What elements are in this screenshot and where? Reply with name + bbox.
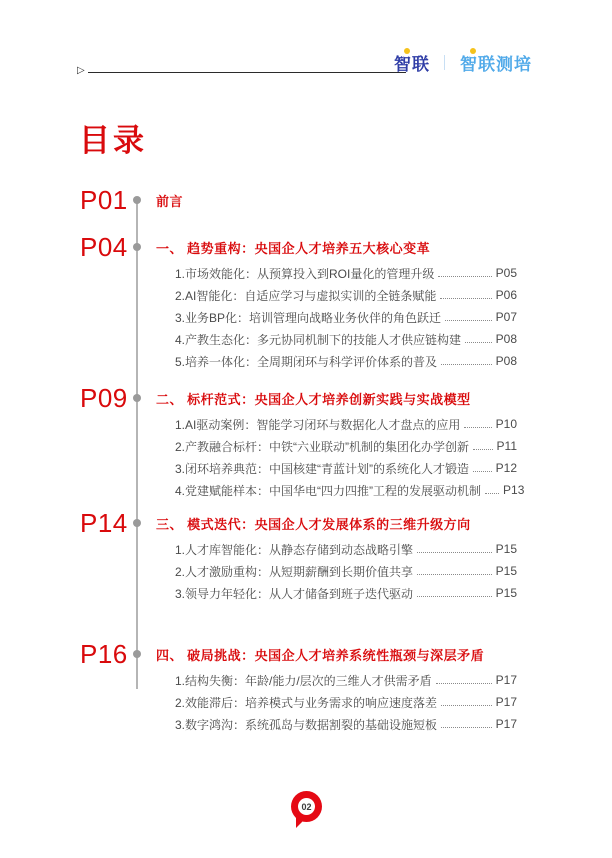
- section-items: [175, 413, 525, 501]
- dotted-leader: [445, 320, 492, 321]
- dotted-leader: [417, 574, 492, 575]
- toc-item-label: 1.结构失衡：年龄/能力/层次的三维人才供需矛盾: [175, 673, 432, 688]
- toc-section: [80, 508, 517, 604]
- toc-section: [80, 185, 517, 215]
- timeline-dot-icon: [133, 650, 141, 658]
- toc-item-page: P05: [495, 266, 517, 280]
- toc-sections: [80, 185, 525, 735]
- dotted-leader: [438, 276, 491, 277]
- toc-item[interactable]: [175, 457, 517, 479]
- dotted-leader: [465, 342, 492, 343]
- toc-item[interactable]: [175, 262, 517, 284]
- dotted-leader: [473, 471, 492, 472]
- toc-item-page: P13: [503, 483, 525, 497]
- toc-item[interactable]: [175, 691, 517, 713]
- toc-item[interactable]: [175, 328, 517, 350]
- toc-item-page: P15: [495, 586, 517, 600]
- toc-item-page: P17: [495, 717, 517, 731]
- logo-separator: ｜: [436, 55, 453, 72]
- dotted-leader: [441, 727, 492, 728]
- toc-item[interactable]: [175, 560, 517, 582]
- section-page-number: P01: [80, 185, 128, 215]
- logo-dot-icon: [470, 48, 476, 54]
- header-divider: [88, 72, 406, 73]
- section-title[interactable]: 一、 趋势重构：央国企人才培养五大核心变革: [156, 240, 431, 256]
- toc-item[interactable]: [175, 435, 517, 457]
- toc-item-label: 1.人才库智能化：从静态存储到动态战略引擎: [175, 542, 414, 557]
- toc-section-header: [80, 232, 517, 262]
- toc-section-header: [80, 508, 517, 538]
- section-items: [175, 538, 517, 604]
- footer-page-number: 02: [298, 798, 315, 815]
- toc-item[interactable]: [175, 538, 517, 560]
- toc-item[interactable]: [175, 479, 525, 501]
- toc-item-page: P12: [495, 461, 517, 475]
- dotted-leader: [473, 449, 493, 450]
- section-title[interactable]: 三、 模式迭代：央国企人才发展体系的三维升级方向: [156, 516, 471, 532]
- toc-item-page: P15: [495, 542, 517, 556]
- logo-secondary-text: 智联测培: [460, 50, 532, 75]
- toc-item-label: 2.产教融合标杆：中铁“六业联动”机制的集团化办学创新: [175, 439, 470, 454]
- toc-section: [80, 232, 517, 372]
- toc-item-page: P06: [495, 288, 517, 302]
- dotted-leader: [440, 298, 491, 299]
- header-triangle-icon: ▷: [77, 65, 85, 76]
- toc-section-header: [80, 639, 517, 669]
- toc-item-page: P17: [495, 673, 517, 687]
- toc-item-label: 2.AI智能化：自适应学习与虚拟实训的全链条赋能: [175, 288, 437, 303]
- toc-item-label: 4.党建赋能样本：中国华电“四力四推”工程的发展驱动机制: [175, 483, 482, 498]
- page-title: 目录: [79, 123, 147, 158]
- section-items: [175, 669, 517, 735]
- section-page-number: P16: [80, 639, 128, 669]
- toc-section: [80, 639, 517, 735]
- table-of-contents: [80, 185, 525, 735]
- toc-item-page: P15: [495, 564, 517, 578]
- timeline-dot-icon: [133, 519, 141, 527]
- section-title[interactable]: 二、 标杆范式：央国企人才培养创新实践与实战模型: [156, 391, 471, 407]
- toc-item-label: 2.效能滞后：培养模式与业务需求的响应速度落差: [175, 695, 438, 710]
- dotted-leader: [417, 552, 492, 553]
- dotted-leader: [417, 596, 492, 597]
- toc-item-label: 3.业务BP化：培训管理向战略业务伙伴的角色跃迁: [175, 310, 442, 325]
- brand-logo: [394, 50, 532, 75]
- section-page-number: P09: [80, 383, 128, 413]
- timeline-dot-icon: [133, 394, 141, 402]
- dotted-leader: [485, 493, 499, 494]
- section-page-number: P14: [80, 508, 128, 538]
- section-title[interactable]: 四、 破局挑战：央国企人才培养系统性瓶颈与深层矛盾: [156, 647, 485, 663]
- section-page-number: P04: [80, 232, 128, 262]
- page-number-pin: [291, 791, 322, 822]
- toc-item-label: 2.人才激励重构：从短期薪酬到长期价值共享: [175, 564, 414, 579]
- section-title[interactable]: 前言: [156, 193, 184, 209]
- logo-primary-text: 智联: [394, 50, 430, 75]
- section-items: [175, 262, 517, 372]
- toc-item-page: P07: [495, 310, 517, 324]
- pin-tail-icon: [296, 817, 307, 828]
- toc-item[interactable]: [175, 582, 517, 604]
- toc-item[interactable]: [175, 413, 517, 435]
- timeline-dot-icon: [133, 196, 141, 204]
- toc-item-page: P10: [495, 417, 517, 431]
- toc-section: [80, 383, 525, 501]
- toc-item-label: 3.领导力年轻化：从人才储备到班子迭代驱动: [175, 586, 414, 601]
- toc-item-page: P08: [495, 354, 517, 368]
- timeline-dot-icon: [133, 243, 141, 251]
- toc-item-label: 3.闭环培养典范：中国核建“青蓝计划”的系统化人才锻造: [175, 461, 470, 476]
- toc-section-header: [80, 383, 517, 413]
- toc-item[interactable]: [175, 713, 517, 735]
- toc-item-label: 1.市场效能化：从预算投入到ROI量化的管理升级: [175, 266, 435, 281]
- toc-item[interactable]: [175, 669, 517, 691]
- toc-item-page: P08: [495, 332, 517, 346]
- toc-item-label: 4.产教生态化：多元协同机制下的技能人才供应链构建: [175, 332, 462, 347]
- toc-item-label: 5.培养一体化：全周期闭环与科学评价体系的普及: [175, 354, 438, 369]
- dotted-leader: [436, 683, 492, 684]
- toc-item[interactable]: [175, 306, 517, 328]
- toc-section-header: [80, 185, 517, 215]
- toc-item-page: P11: [496, 439, 517, 453]
- dotted-leader: [464, 427, 491, 428]
- logo-dot-icon: [404, 48, 410, 54]
- toc-item-label: 1.AI驱动案例：智能学习闭环与数据化人才盘点的应用: [175, 417, 461, 432]
- toc-item-label: 3.数字鸿沟：系统孤岛与数据割裂的基础设施短板: [175, 717, 438, 732]
- toc-item-page: P17: [495, 695, 517, 709]
- dotted-leader: [441, 364, 492, 365]
- toc-item[interactable]: [175, 284, 517, 306]
- dotted-leader: [441, 705, 492, 706]
- toc-item[interactable]: [175, 350, 517, 372]
